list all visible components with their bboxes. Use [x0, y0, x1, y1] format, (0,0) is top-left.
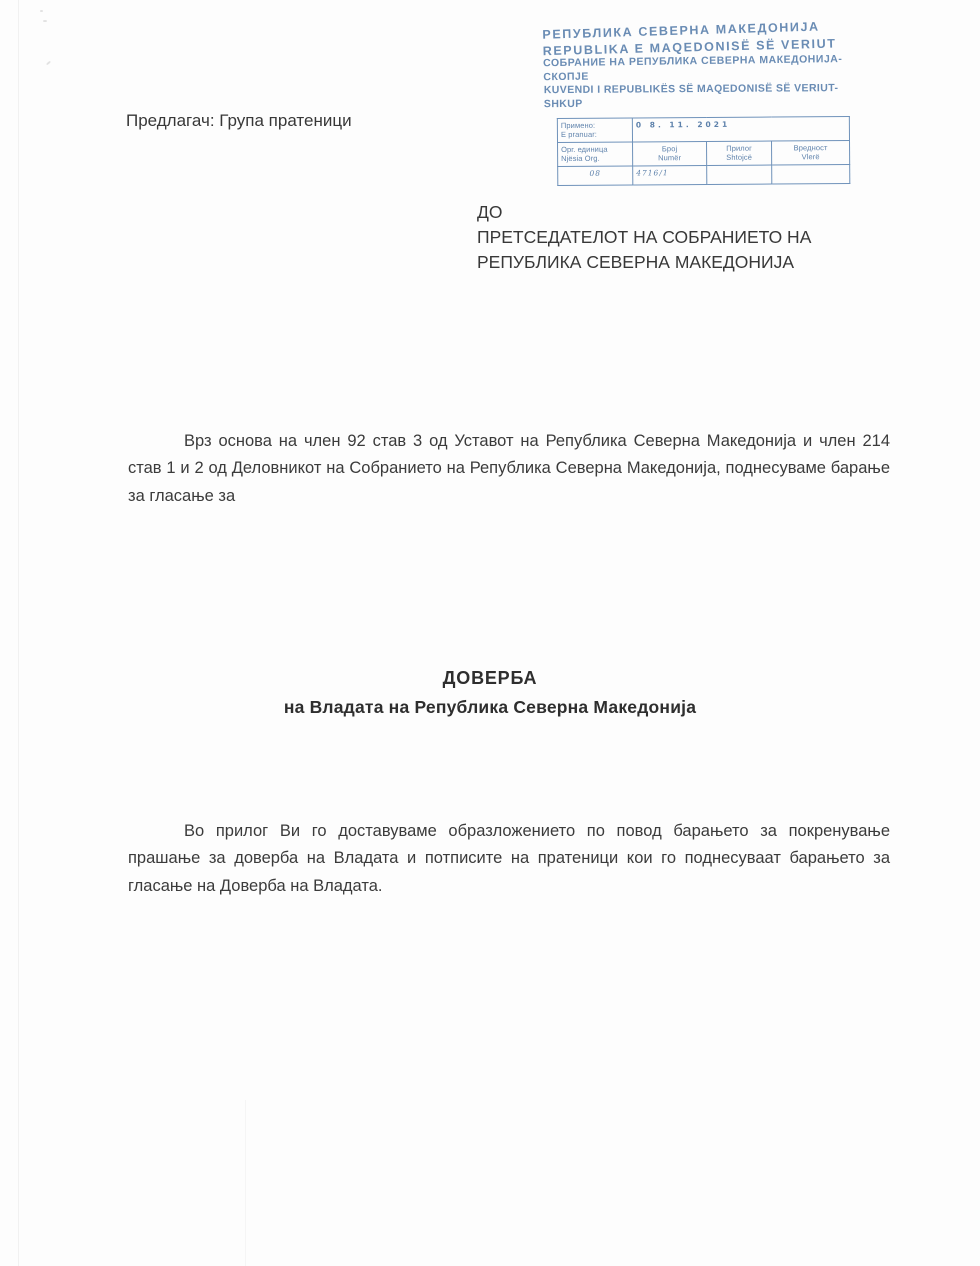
stamp-col-value-label-mk: Вредност — [793, 143, 828, 153]
stamp-col-number-label-sq: Numër — [658, 153, 682, 163]
stamp-col-org-label-sq: Njësia Org. — [561, 154, 600, 164]
scan-artifact-line — [18, 0, 19, 1266]
stamp-col-header-org — [558, 142, 633, 166]
stamp-received-label-sq: E pranuar: — [560, 130, 598, 140]
document-subject-title — [0, 668, 980, 718]
stamp-header-line-4: KUVENDI I REPUBLIKËS SË MAQEDONISË SË VERIUT-SHKUP — [543, 81, 839, 110]
stamp-cell-received-label — [557, 118, 632, 142]
addressee-line-1: ДО — [477, 202, 503, 222]
stamp-received-date: 0 8. 11. 2021 — [632, 117, 849, 142]
body-paragraph-1: Врз основа на член 92 став 3 од Уставот на Република Северна Македонија и член 214 став 1 и 2 од Деловникот на Собранието на Република Северна Македонија, поднесуваме барање за гласање за — [128, 432, 890, 505]
stamp-value-attachment — [707, 165, 772, 184]
stamp-header-line-3: СОБРАНИЕ НА РЕПУБЛИКА СЕВЕРНА МАКЕДОНИЈА-СКОПЈЕ — [543, 53, 843, 84]
page-subtitle: на Владата на Република Северна Македонија — [283, 697, 697, 717]
stamp-registry-table — [557, 116, 850, 186]
stamp-value-value — [772, 164, 850, 184]
addressee-line-3: РЕПУБЛИКА СЕВЕРНА МАКЕДОНИЈА — [477, 251, 795, 272]
stamp-header-line-1: РЕПУБЛИКА СЕВЕРНА МАКЕДОНИЈА — [542, 19, 820, 42]
scan-speck — [40, 10, 43, 12]
stamp-col-header-number — [633, 142, 707, 166]
stamp-value-number: 4716/1 — [633, 165, 707, 185]
stamp-col-header-attachment — [707, 141, 772, 165]
stamp-col-attachment-label-mk: Прилог — [726, 143, 752, 154]
stamp-header-text — [542, 18, 864, 114]
stamp-col-value-label-sq: Vlerë — [801, 152, 820, 162]
scan-artifact-line-lower — [245, 1100, 246, 1266]
stamp-row-column-headers — [558, 141, 850, 167]
stamp-header-line-2: REPUBLIKA E MAQEDONISË SË VERIUT — [542, 36, 837, 58]
stamp-col-org-label-mk: Орг. единица — [561, 144, 608, 155]
official-receipt-stamp — [542, 18, 866, 188]
body-paragraph-2: Во прилог Ви го доставуваме образложението по повод барањето за покренување прашање за доверба на Владата и потписите на пратеници кои го поднесуваат барањето за гласање на Доверба на Владата. — [128, 822, 890, 895]
stamp-row-received — [557, 117, 849, 143]
scan-speck — [46, 61, 51, 66]
proposer-line: Предлагач: Група пратеници — [126, 111, 352, 130]
stamp-col-attachment-label-sq: Shtojcë — [726, 153, 753, 163]
scan-speck — [43, 20, 47, 22]
stamp-col-header-value — [772, 141, 850, 165]
stamp-row-values — [558, 164, 850, 185]
page-title: ДОВЕРБА — [442, 668, 538, 688]
addressee-block — [477, 200, 811, 275]
addressee-line-2: ПРЕТСЕДАТЕЛОТ НА СОБРАНИЕТО НА — [477, 226, 812, 247]
stamp-col-number-label-mk: Број — [661, 144, 678, 154]
stamp-received-label-mk: Примено: — [560, 121, 596, 131]
stamp-value-org: 08 — [558, 166, 633, 186]
